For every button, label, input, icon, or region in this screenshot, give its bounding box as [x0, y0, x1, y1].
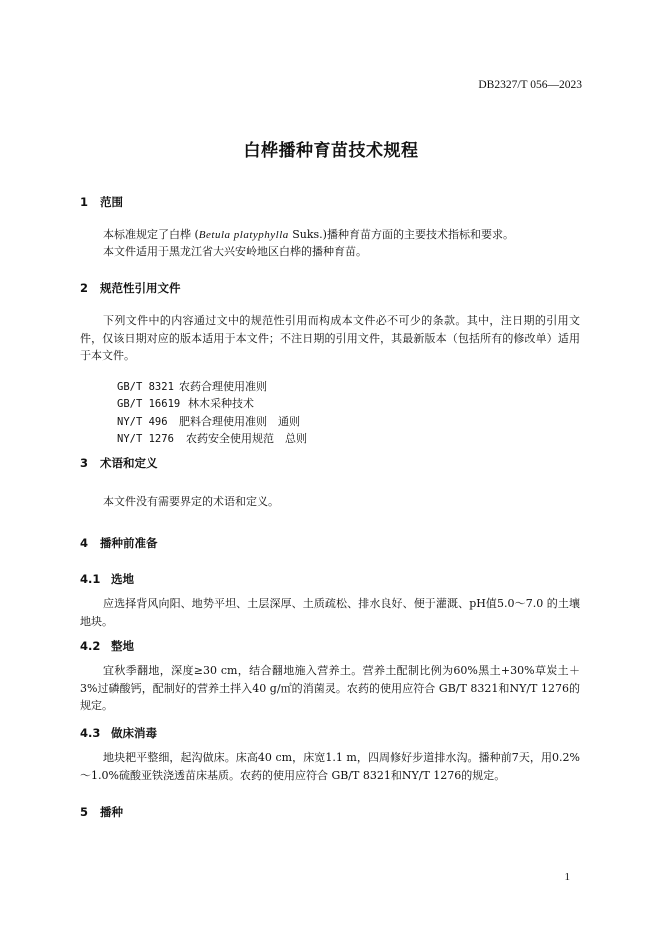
reference-item: NY/T 496 肥料合理使用准则 通则 — [117, 415, 300, 428]
subsection-4-3-text: 地块耙平整细，起沟做床。床高40 cm，床宽1.1 m，四周修好步道排水沟。播种前7天，用0.2%～1.0%硫酸亚铁浇透苗床基质。农药的使用应符合 GB/T 8321和NY/T 1276的规定。 — [80, 751, 580, 782]
section-2-intro: 下列文件中的内容通过文中的规范性引用而构成本文件必不可少的条款。其中，注日期的引用文件，仅该日期对应的版本适用于本文件；不注日期的引用文件，其最新版本（包括所有的修改单）适用于本文件。 — [80, 314, 580, 362]
section-number: 4 — [80, 536, 89, 550]
subsection-title: 整地 — [111, 639, 134, 653]
section-4-heading — [80, 535, 158, 551]
latin-name: Betula platyphylla — [198, 229, 289, 241]
section-1-paragraph-1: 本标准规定了白桦 (Betula platyphylla Suks.)播种育苗方面的主要技术指标和要求。 — [103, 228, 514, 241]
section-1-paragraph-2: 本文件适用于黑龙江省大兴安岭地区白桦的播种育苗。 — [103, 245, 367, 258]
section-5-heading — [80, 804, 123, 820]
section-title: 术语和定义 — [100, 456, 158, 470]
subsection-number: 4.3 — [80, 726, 101, 740]
subsection-4-2-text: 宜秋季翻地，深度≥30 cm，结合翻地施入营养土。营养土配制比例为60%黑土+30%草炭土＋3%过磷酸钙，配制好的营养土拌入40 g/㎡的消菌灵。农药的使用应符合 GB/T 8321和NY/T 1276的规定。 — [80, 664, 580, 712]
section-number: 1 — [80, 195, 89, 209]
subsection-number: 4.2 — [80, 639, 101, 653]
reference-item: GB/T 8321 农药合理使用准则 — [117, 380, 267, 393]
section-number: 3 — [80, 456, 89, 470]
section-title: 播种前准备 — [100, 536, 158, 550]
subsection-4-1-text: 应选择背风向阳、地势平坦、土层深厚、土质疏松、排水良好、便于灌溉、pH值5.0～7.0 的土壤地块。 — [80, 597, 580, 628]
section-title: 播种 — [100, 805, 123, 819]
subsection-4-1-heading — [80, 571, 134, 587]
reference-item: NY/T 1276 农药安全使用规范 总则 — [117, 432, 307, 445]
page-number: 1 — [564, 871, 570, 883]
standard-code: DB2327/T 056—2023 — [478, 79, 582, 91]
section-number: 2 — [80, 281, 89, 295]
section-2-heading — [80, 280, 181, 296]
section-number: 5 — [80, 805, 89, 819]
section-3-heading — [80, 455, 158, 471]
section-title: 规范性引用文件 — [100, 281, 181, 295]
subsection-4-3-heading — [80, 725, 157, 741]
subsection-4-2-heading — [80, 638, 134, 654]
subsection-title: 做床消毒 — [111, 726, 157, 740]
section-1-heading — [80, 194, 123, 210]
document-title: 白桦播种育苗技术规程 — [243, 141, 419, 161]
subsection-title: 选地 — [111, 572, 134, 586]
section-title: 范围 — [100, 195, 123, 209]
reference-item: GB/T 16619 林木采种技术 — [117, 397, 254, 410]
subsection-number: 4.1 — [80, 572, 101, 586]
section-3-paragraph: 本文件没有需要界定的术语和定义。 — [103, 495, 279, 508]
